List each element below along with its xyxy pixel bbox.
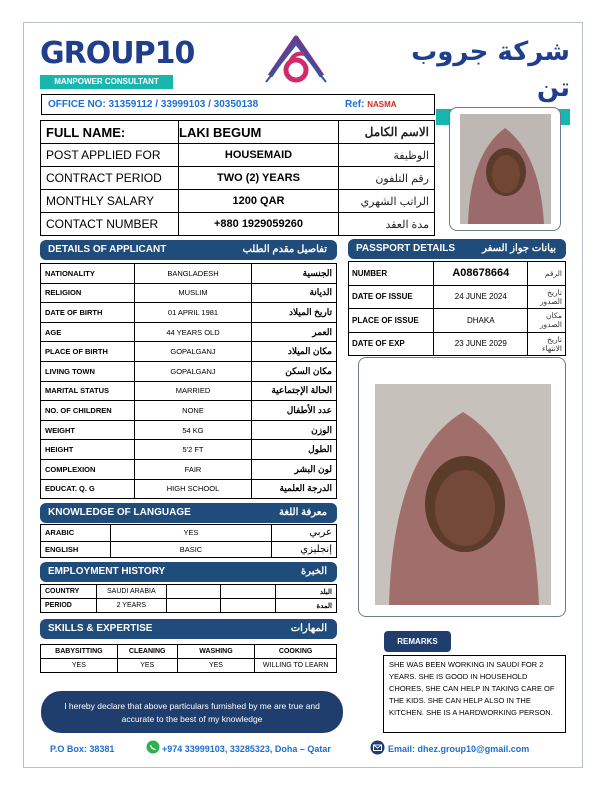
employment-ar: المدة	[276, 599, 337, 613]
employment-value: SAUDI ARABIA	[96, 585, 166, 599]
logo-subtitle: MANPOWER CONSULTANT	[40, 75, 173, 89]
skill-value: YES	[117, 659, 177, 673]
details-key: NO. OF CHILDREN	[41, 401, 135, 421]
full-name-label: FULL NAME:	[41, 121, 179, 144]
language-level: YES	[110, 525, 271, 542]
table-row	[41, 420, 337, 440]
details-value: GOPALGANJ	[134, 342, 252, 362]
table-row	[349, 332, 566, 356]
row-ar: الراتب الشهري	[339, 190, 435, 213]
language-ar: عربي	[272, 525, 337, 542]
language-title-ar: معرفة اللغة	[279, 507, 327, 518]
details-value: BANGLADESH	[134, 264, 252, 284]
employment-key: PERIOD	[41, 599, 97, 613]
table-row	[41, 541, 337, 558]
details-value: HIGH SCHOOL	[134, 479, 252, 499]
details-key: AGE	[41, 322, 135, 342]
passport-value: 23 JUNE 2029	[434, 332, 528, 356]
passport-value: DHAKA	[434, 309, 528, 333]
company-emblem-icon	[264, 32, 328, 90]
table-row	[41, 585, 337, 599]
row-label: CONTRACT PERIOD	[41, 167, 179, 190]
email-icon	[370, 740, 385, 757]
row-label: MONTHLY SALARY	[41, 190, 179, 213]
details-ar: الديانة	[252, 283, 337, 303]
details-value: MUSLIM	[134, 283, 252, 303]
details-value: 01 APRIL 1981	[134, 303, 252, 323]
row-ar: رقم التلفون	[339, 167, 435, 190]
table-row	[41, 303, 337, 323]
table-row	[41, 213, 435, 236]
passport-value: 24 JUNE 2024	[434, 285, 528, 309]
empty-cell	[221, 585, 276, 599]
details-ar: مكان السكن	[252, 361, 337, 381]
details-ar: العمر	[252, 322, 337, 342]
passport-section-header	[348, 239, 566, 259]
skill-value: YES	[177, 659, 255, 673]
table-row	[349, 262, 566, 286]
large-photo-frame	[358, 357, 566, 617]
office-text: OFFICE NO: 31359112 / 33999103 / 30350138	[48, 99, 259, 110]
employment-value: 2 YEARS	[96, 599, 166, 613]
details-key: NATIONALITY	[41, 264, 135, 284]
table-row	[41, 167, 435, 190]
table-row	[349, 285, 566, 309]
table-row	[41, 459, 337, 479]
employment-title-ar: الخبرة	[300, 566, 327, 577]
skill-value: WILLING TO LEARN	[255, 659, 337, 673]
office-numbers	[41, 94, 435, 115]
employment-key: COUNTRY	[41, 585, 97, 599]
employment-section-header	[40, 562, 337, 582]
row-ar: الوظيفة	[339, 144, 435, 167]
whatsapp-icon	[146, 740, 160, 756]
ref-value: NASMA	[367, 100, 397, 109]
skills-table	[40, 644, 337, 673]
passport-ar: تاريخ الانتهاء	[528, 332, 566, 356]
table-row	[41, 479, 337, 499]
details-title: DETAILS OF APPLICANT	[48, 244, 167, 255]
table-row	[41, 361, 337, 381]
details-ar: الجنسية	[252, 264, 337, 284]
applicant-photo-large	[375, 384, 551, 605]
skill-value: YES	[41, 659, 118, 673]
remarks-text: SHE WAS BEEN WORKING IN SAUDI FOR 2 YEARS. SHE IS GOOD IN HOUSEHOLD CHORES, SHE CAN HELP IN TAKING CARE OF THE KIDS. SHE CAN HELP ALSO IN THE KITCHEN. SHE IS A HARDWORKING PERSON.	[383, 655, 566, 733]
details-key: MARITAL STATUS	[41, 381, 135, 401]
details-ar: عدد الأطفال	[252, 401, 337, 421]
language-level: BASIC	[110, 541, 271, 558]
details-section-header	[40, 240, 337, 260]
employment-ar: البلد	[276, 585, 337, 599]
table-row	[41, 322, 337, 342]
ref-label: Ref:	[345, 99, 368, 110]
table-row	[41, 121, 435, 144]
details-value: GOPALGANJ	[134, 361, 252, 381]
passport-ar: الرقم	[528, 262, 566, 286]
table-row	[41, 440, 337, 460]
employment-table	[40, 584, 337, 613]
table-row	[41, 401, 337, 421]
details-value: 5'2 FT	[134, 440, 252, 460]
row-value: 1200 QAR	[179, 190, 339, 213]
passport-key: DATE OF ISSUE	[349, 285, 434, 309]
row-ar: مدة العقد	[339, 213, 435, 236]
skills-section-header	[40, 619, 337, 639]
email: Email: dhez.group10@gmail.com	[388, 744, 530, 754]
table-row	[41, 264, 337, 284]
language-table	[40, 524, 337, 558]
details-ar: تاريخ الميلاد	[252, 303, 337, 323]
language-name: ARABIC	[41, 525, 111, 542]
phone-address: +974 33999103, 33285323, Doha – Qatar	[162, 744, 331, 754]
empty-cell	[221, 599, 276, 613]
details-key: HEIGHT	[41, 440, 135, 460]
row-value: TWO (2) YEARS	[179, 167, 339, 190]
empty-cell	[166, 585, 221, 599]
details-ar: مكان الميلاد	[252, 342, 337, 362]
details-value: 44 YEARS OLD	[134, 322, 252, 342]
passport-title: PASSPORT DETAILS	[356, 243, 456, 254]
row-label: POST APPLIED FOR	[41, 144, 179, 167]
passport-table	[348, 261, 566, 356]
details-key: RELIGION	[41, 283, 135, 303]
table-row	[41, 381, 337, 401]
employment-title: EMPLOYMENT HISTORY	[48, 566, 166, 577]
details-ar: الطول	[252, 440, 337, 460]
details-value: NONE	[134, 401, 252, 421]
details-key: WEIGHT	[41, 420, 135, 440]
details-key: PLACE OF BIRTH	[41, 342, 135, 362]
group10-logo	[40, 36, 195, 89]
details-table	[40, 263, 337, 499]
details-value: MARRIED	[134, 381, 252, 401]
applicant-photo-small	[460, 114, 551, 224]
skills-title: SKILLS & EXPERTISE	[48, 623, 153, 634]
table-row	[41, 342, 337, 362]
table-row	[41, 190, 435, 213]
row-label: CONTACT NUMBER	[41, 213, 179, 236]
remarks-label: REMARKS	[384, 631, 451, 652]
full-name-ar: الاسم الكامل	[339, 121, 435, 144]
main-info-table	[40, 120, 435, 236]
details-value: FAIR	[134, 459, 252, 479]
language-ar: إنجليزي	[272, 541, 337, 558]
details-ar: لون البشر	[252, 459, 337, 479]
skill-header: COOKING	[255, 645, 337, 659]
skill-header: BABYSITTING	[41, 645, 118, 659]
passport-title-ar: بيانات جواز السفر	[482, 243, 556, 254]
logo-text: GROUP10	[40, 36, 195, 71]
empty-cell	[166, 599, 221, 613]
language-section-header	[40, 503, 337, 523]
language-name: ENGLISH	[41, 541, 111, 558]
passport-key: DATE OF EXP	[349, 332, 434, 356]
declaration: I hereby declare that above particulars furnished by me are true and accurate to the best of my knowledge	[41, 691, 343, 733]
details-key: EDUCAT. Q. G	[41, 479, 135, 499]
passport-value: A08678664	[434, 262, 528, 286]
po-box: P.O Box: 38381	[50, 744, 115, 754]
table-row	[41, 144, 435, 167]
table-row	[41, 659, 337, 673]
table-row	[41, 645, 337, 659]
passport-ar: مكان الصدور	[528, 309, 566, 333]
table-row	[41, 599, 337, 613]
row-value: +880 1929059260	[179, 213, 339, 236]
language-title: KNOWLEDGE OF LANGUAGE	[48, 507, 191, 518]
details-key: DATE OF BIRTH	[41, 303, 135, 323]
details-ar: الدرجة العلمية	[252, 479, 337, 499]
passport-ar: تاريخ الصدور	[528, 285, 566, 309]
skill-header: CLEANING	[117, 645, 177, 659]
full-name-value: LAKI BEGUM	[179, 121, 339, 144]
table-row	[349, 309, 566, 333]
reference	[345, 95, 397, 114]
arabic-company-name: شركة جروب تن	[411, 37, 570, 103]
skills-title-ar: المهارات	[290, 623, 327, 634]
passport-key: PLACE OF ISSUE	[349, 309, 434, 333]
details-value: 54 KG	[134, 420, 252, 440]
small-photo-frame	[449, 107, 561, 231]
skill-header: WASHING	[177, 645, 255, 659]
details-ar: الحالة الإجتماعية	[252, 381, 337, 401]
table-row	[41, 283, 337, 303]
passport-key: NUMBER	[349, 262, 434, 286]
details-key: LIVING TOWN	[41, 361, 135, 381]
row-value: HOUSEMAID	[179, 144, 339, 167]
details-ar: الوزن	[252, 420, 337, 440]
details-title-ar: تفاصيل مقدم الطلب	[242, 244, 327, 255]
details-key: COMPLEXION	[41, 459, 135, 479]
table-row	[41, 525, 337, 542]
